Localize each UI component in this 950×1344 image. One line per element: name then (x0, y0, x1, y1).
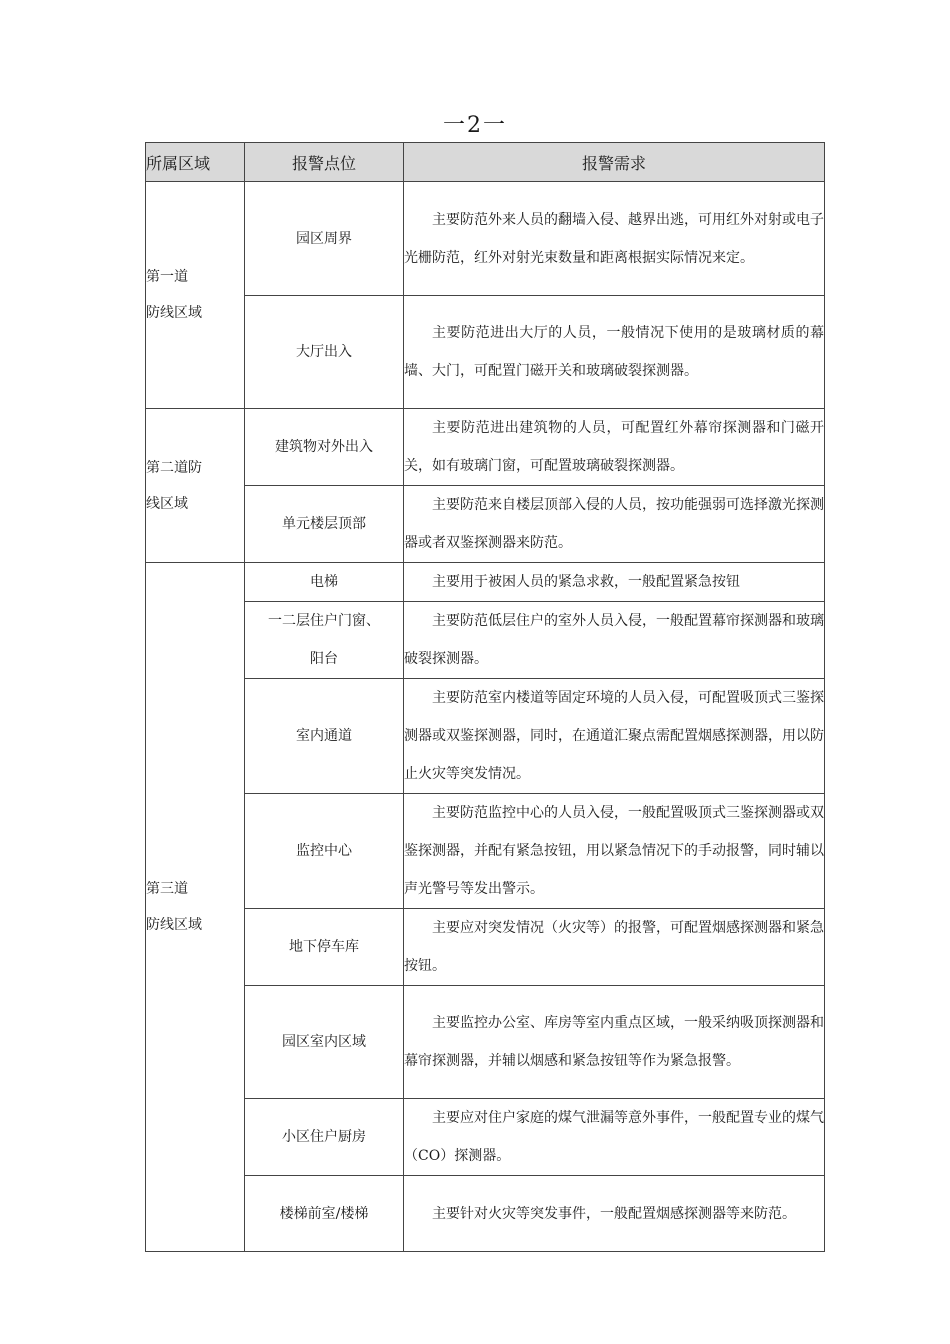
table-row (146, 986, 825, 1099)
point-cell: 电梯 (245, 563, 404, 602)
need-cell: 主要防范外来人员的翻墙入侵、越界出逃，可用红外对射或电子光栅防范，红外对射光束数量和距离根据实际情况来定。 (404, 182, 825, 296)
table-header-row (146, 143, 825, 182)
point-cell: 小区住户厨房 (245, 1099, 404, 1176)
table-row (146, 563, 825, 602)
region-cell: 第三道 防线区域 (146, 563, 245, 1252)
header-region: 所属区域 (146, 143, 245, 182)
table-row (146, 602, 825, 679)
point-cell: 监控中心 (245, 794, 404, 909)
table-row (146, 1176, 825, 1252)
page-number: 一2一 (443, 113, 507, 138)
point-cell: 地下停车库 (245, 909, 404, 986)
alarm-requirements-table (145, 142, 825, 1252)
point-cell: 园区室内区域 (245, 986, 404, 1099)
header-point: 报警点位 (245, 143, 404, 182)
need-cell: 主要针对火灾等突发事件，一般配置烟感探测器等来防范。 (404, 1176, 825, 1252)
table-row (146, 296, 825, 409)
header-need: 报警需求 (404, 143, 825, 182)
need-cell: 主要应对突发情况（火灾等）的报警，可配置烟感探测器和紧急按钮。 (404, 909, 825, 986)
table-row (146, 1099, 825, 1176)
need-cell: 主要防范室内楼道等固定环境的人员入侵，可配置吸顶式三鉴探测器或双鉴探测器，同时，在通道汇聚点需配置烟感探测器，用以防止火灾等突发情况。 (404, 679, 825, 794)
point-cell: 室内通道 (245, 679, 404, 794)
need-cell: 主要用于被困人员的紧急求救，一般配置紧急按钮 (404, 563, 825, 602)
point-cell: 园区周界 (245, 182, 404, 296)
need-cell: 主要监控办公室、库房等室内重点区域，一般采纳吸顶探测器和幕帘探测器，并辅以烟感和紧急按钮等作为紧急报警。 (404, 986, 825, 1099)
region-cell: 第二道防 线区域 (146, 409, 245, 563)
region-cell: 第一道 防线区域 (146, 182, 245, 409)
table-row (146, 794, 825, 909)
need-cell: 主要应对住户家庭的煤气泄漏等意外事件，一般配置专业的煤气（CO）探测器。 (404, 1099, 825, 1176)
table-row (146, 679, 825, 794)
table-row (146, 409, 825, 486)
point-cell: 单元楼层顶部 (245, 486, 404, 563)
need-cell: 主要防范来自楼层顶部入侵的人员，按功能强弱可选择激光探测器或者双鉴探测器来防范。 (404, 486, 825, 563)
table-row (146, 182, 825, 296)
table-row (146, 486, 825, 563)
need-cell: 主要防范进出大厅的人员，一般情况下使用的是玻璃材质的幕墙、大门，可配置门磁开关和玻璃破裂探测器。 (404, 296, 825, 409)
point-cell: 楼梯前室/楼梯 (245, 1176, 404, 1252)
need-cell: 主要防范低层住户的室外人员入侵，一般配置幕帘探测器和玻璃破裂探测器。 (404, 602, 825, 679)
point-cell: 建筑物对外出入 (245, 409, 404, 486)
need-cell: 主要防范监控中心的人员入侵，一般配置吸顶式三鉴探测器或双鉴探测器，并配有紧急按钮，用以紧急情况下的手动报警，同时辅以声光警号等发出警示。 (404, 794, 825, 909)
point-cell: 一二层住户门窗、 阳台 (245, 602, 404, 679)
point-cell: 大厅出入 (245, 296, 404, 409)
table-row (146, 909, 825, 986)
need-cell: 主要防范进出建筑物的人员，可配置红外幕帘探测器和门磁开关，如有玻璃门窗，可配置玻璃破裂探测器。 (404, 409, 825, 486)
